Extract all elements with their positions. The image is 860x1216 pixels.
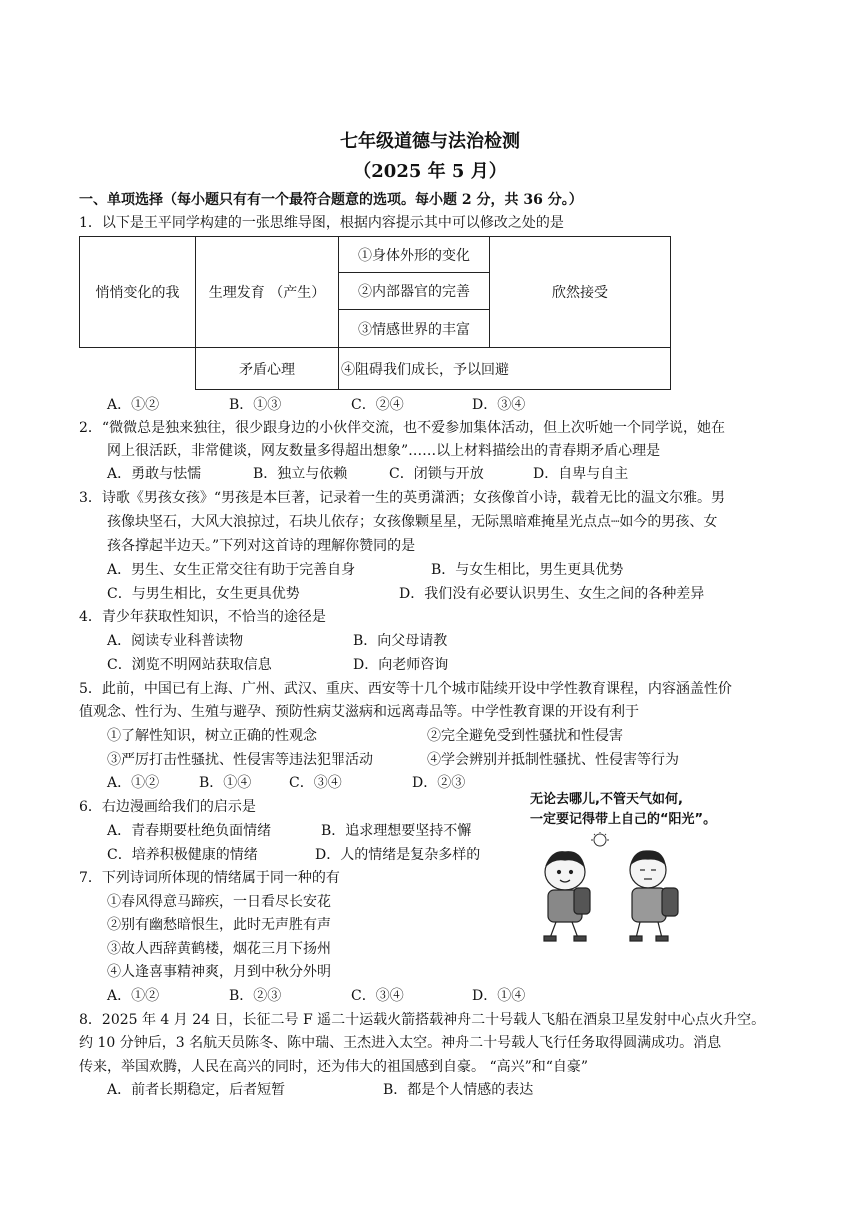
mind-map-item-3: ③情感世界的丰富: [339, 310, 490, 348]
q7-option-d: D．①④: [472, 988, 526, 1004]
q6-option-b: B．追求理想要坚持不懈: [321, 823, 472, 839]
q6-stem: 6．右边漫画给我们的启示是: [79, 799, 256, 815]
q4-option-b: B．向父母请教: [353, 633, 448, 649]
q6-option-c: C．培养积极健康的情绪: [107, 847, 258, 863]
q2-option-b: B．独立与依赖: [253, 466, 348, 482]
mind-map-item-2: ②内部器官的完善: [339, 273, 490, 310]
mind-map-branch-physical: 生理发育 （产生）: [196, 237, 339, 348]
comic-caption-line-1: 无论去哪儿,不管天气如何,: [530, 792, 683, 807]
q4-option-a: A．阅读专业科普读物: [107, 633, 244, 649]
mind-map-table: [79, 236, 671, 390]
q7-stem: 7．下列诗词所体现的情绪属于同一种的有: [79, 870, 340, 886]
q7-statement-4: ④人逢喜事精神爽，月到中秋分外明: [107, 964, 331, 980]
page-subtitle: （2025 年 5 月）: [353, 161, 507, 182]
mind-map-root: 悄悄变化的我: [80, 237, 196, 348]
q3-option-b: B．与女生相比，男生更具优势: [431, 562, 624, 578]
q7-statement-2: ②别有幽愁暗恨生，此时无声胜有声: [107, 917, 331, 933]
q3-line-2: 孩像块坚石，大风大浪掠过，石块儿依存；女孩像颗星星，无际黑暗难掩星光点点┈如今的男孩、女: [107, 514, 718, 530]
q2-option-a: A．勇敢与怯懦: [107, 466, 202, 482]
q8-line-1: 8．2025 年 4 月 24 日，长征二号 F 遥二十运载火箭搭载神舟二十号载人飞船在酒泉卫星发射中心点火升空。: [79, 1012, 766, 1028]
comic-caption-line-2: 一定要记得带上自己的“阳光”。: [530, 812, 717, 827]
q5-line-1: 5．此前，中国已有上海、广州、武汉、重庆、西安等十几个城市陆续开设中学性教育课程，内容涵盖性价: [79, 681, 732, 697]
section-heading: 一、单项选择（每小题只有有一个最符合题意的选项。每小题 2 分，共 36 分。）: [79, 192, 583, 208]
mind-map-branch-conflict: 矛盾心理: [196, 348, 339, 390]
q5-option-c: C．③④: [289, 775, 342, 791]
q8-option-a: A．前者长期稳定，后者短暂: [107, 1082, 286, 1098]
q4-stem: 4．青少年获取性知识，不恰当的途径是: [79, 609, 326, 625]
q5-line-2: 值观念、性行为、生殖与避孕、预防性病艾滋病和远离毒品等。中学性教育课的开设有利于: [79, 704, 639, 720]
q4-option-c: C．浏览不明网站获取信息: [107, 657, 272, 673]
q2-option-c: C．闭锁与开放: [389, 466, 484, 482]
q1-stem: 1．以下是王平同学构建的一张思维导图，根据内容提示其中可以修改之处的是: [79, 215, 564, 231]
comic-illustration: [520, 790, 717, 940]
q6-option-d: D．人的情绪是复杂多样的: [315, 847, 481, 863]
q7-option-a: A．①②: [107, 988, 160, 1004]
q3-option-c: C．与男生相比，女生更具优势: [107, 586, 300, 602]
q1-option-d: D．③④: [472, 397, 526, 413]
q5-statement-3: ③严厉打击性骚扰、性侵害等违法犯罪活动: [107, 752, 373, 768]
mind-map-item-4: ④阻碍我们成长，予以回避: [339, 348, 671, 390]
q2-option-d: D．自卑与自主: [533, 466, 629, 482]
q3-line-1: 3．诗歌《男孩女孩》“男孩是本巨著，记录着一生的英勇潇洒；女孩像首小诗，载着无比的温文尔雅。男: [79, 490, 726, 506]
q4-option-d: D．向老师咨询: [353, 657, 449, 673]
q7-option-b: B．②③: [229, 988, 282, 1004]
q1-option-b: B．①③: [229, 397, 282, 413]
q7-option-c: C．③④: [351, 988, 404, 1004]
q5-option-d: D．②③: [412, 775, 466, 791]
q7-statement-1: ①春风得意马蹄疾，一日看尽长安花: [107, 894, 331, 910]
q3-line-3: 孩各撑起半边天。”下列对这首诗的理解你赞同的是: [107, 538, 416, 554]
q5-statement-4: ④学会辨别并抵制性骚扰、性侵害等行为: [427, 752, 679, 768]
q5-option-b: B．①④: [199, 775, 252, 791]
q1-option-a: A．①②: [107, 397, 160, 413]
q3-option-d: D．我们没有必要认识男生、女生之间的各种差异: [399, 586, 705, 602]
q3-option-a: A．男生、女生正常交往有助于完善自身: [107, 562, 356, 578]
boy-with-sun-figure: [544, 852, 590, 941]
q2-line-2: 网上很活跃，非常健谈，网友数量多得超出想象”……以上材料描绘出的青春期矛盾心理是: [107, 443, 661, 459]
q8-line-3: 传来，举国欢腾，人民在高兴的同时，还为伟大的祖国感到自豪。 “高兴”和“自豪”: [79, 1059, 589, 1075]
boy-figure: [630, 851, 678, 941]
q5-statement-1: ①了解性知识，树立正确的性观念: [107, 728, 317, 744]
comic-drawing: [530, 832, 695, 942]
q7-statement-3: ③故人西辞黄鹤楼，烟花三月下扬州: [107, 941, 331, 957]
q6-option-a: A．青春期要杜绝负面情绪: [107, 823, 272, 839]
q5-statement-2: ②完全避免受到性骚扰和性侵害: [427, 728, 623, 744]
sun-icon: [591, 832, 609, 846]
mind-map-result: 欣然接受: [490, 237, 671, 348]
q1-option-c: C．②④: [351, 397, 404, 413]
q2-line-1: 2．“微微总是独来独往，很少跟身边的小伙伴交流，也不爱参加集体活动，但上次听她一个同学说，她在: [79, 420, 726, 436]
q8-option-b: B．都是个人情感的表达: [383, 1082, 534, 1098]
mind-map-item-1: ①身体外形的变化: [339, 237, 490, 273]
q8-line-2: 约 10 分钟后，3 名航天员陈冬、陈中瑞、王杰进入太空。神舟二十号载人飞行任务取得圆满成功。消息: [79, 1035, 722, 1051]
page-title: 七年级道德与法治检测: [340, 131, 520, 152]
q5-option-a: A．①②: [107, 775, 160, 791]
